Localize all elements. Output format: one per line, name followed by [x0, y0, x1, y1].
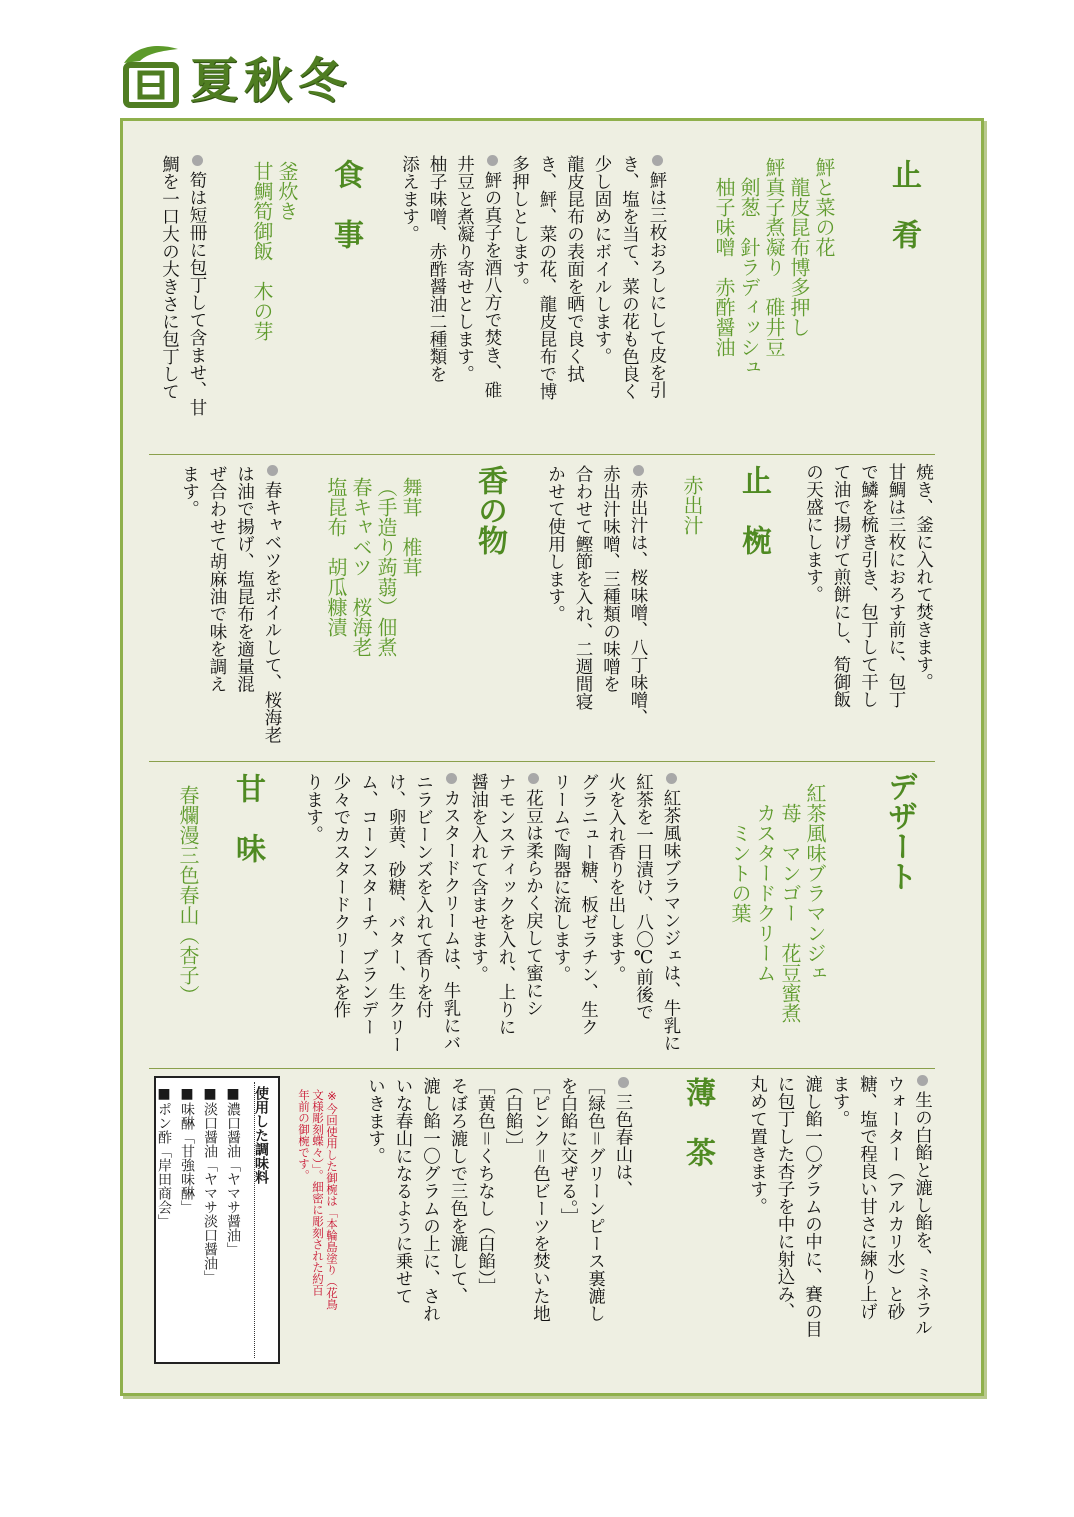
bullet-icon [487, 155, 498, 166]
seasoning-item: ■淡口醤油「ヤマサ淡口醤油」 [202, 1086, 218, 1284]
square-bullet-icon: ■ [202, 1086, 218, 1102]
bullet-icon [618, 1077, 629, 1088]
bullet-icon [528, 773, 539, 784]
body-line: け、卵黄、砂糖、バター、生クリー [386, 773, 406, 1053]
dishes-tomezakana [711, 157, 836, 457]
body-line: ます。 [830, 1075, 850, 1128]
body-tomezakana [395, 155, 670, 455]
body-line: 甘鯛は三枚におろす前に、包丁 [886, 463, 906, 708]
body-line: カスタードクリームは、牛乳にバ [441, 789, 461, 1052]
square-bullet-icon: ■ [156, 1086, 172, 1102]
dish-line: 剣葱 針ラディッシュ [737, 157, 761, 377]
body-line: 紅茶風味ブラマンジェは、牛乳に [661, 789, 681, 1052]
dish-line: 塩昆布 胡瓜糠漬 [324, 477, 348, 637]
dish-line: 鮃と菜の花 [812, 157, 836, 257]
bullet-icon [267, 465, 278, 476]
body-line: ります。 [303, 773, 324, 843]
body-line: 少し固めにボイルします。 [592, 155, 612, 365]
body-line: ます。 [179, 465, 200, 518]
bullet-icon [446, 773, 457, 784]
body-line: き、塩を当て、菜の花も色良く [619, 155, 640, 400]
dish-line: 鮃真子煮凝り 碓井豆 [762, 157, 786, 357]
square-bullet-icon: ■ [179, 1086, 195, 1102]
wan-note [297, 1089, 339, 1349]
body-dessert [299, 773, 684, 1063]
heading-usucha: 薄 茶 [680, 1077, 715, 1167]
body-line: き、鮃、菜の花、龍皮昆布で博 [537, 155, 557, 400]
body-line: いきます。 [365, 1077, 386, 1165]
seasoning-item: ■濃口醤油「ヤマサ醤油」 [225, 1086, 241, 1256]
leaf-mark-icon [118, 43, 184, 109]
body-line: 少々でカスタードクリームを作 [331, 773, 351, 1018]
body-line: 合わせて鰹節を入れ、二週間寝 [573, 465, 593, 710]
dish-line: 柚子味噌 赤酢醤油 [712, 157, 736, 357]
body-line: 生の白餡と漉し餡を、ミネラル [912, 1091, 933, 1336]
body-line: 三色春山は、 [613, 1093, 633, 1198]
body-line: 赤出汁味噌、三種類の味噌を [600, 465, 621, 693]
heading-shokuji: 食 事 [328, 159, 363, 249]
dish-line: 甘鯛筍御飯 木の芽 [250, 161, 274, 341]
body-line: いな春山になるように乗せて [393, 1077, 413, 1305]
note-line: 文様彫刻蝶々）」。細密に彫刻された約百 [311, 1089, 325, 1296]
body-line: て油で揚げて煎餅にし、筍御飯 [831, 463, 851, 708]
bullet-icon [917, 1075, 928, 1086]
body-line: 龍皮昆布の表面を晒で良く拭 [564, 155, 585, 383]
body-line: ［黄色＝くちなし（白餡）］ [475, 1077, 496, 1296]
body-line: 鮃は三枚おろしにして皮を引 [647, 171, 667, 399]
seasonings-title: 使用した調味料 [253, 1086, 269, 1184]
body-kanmi [743, 1075, 936, 1375]
dish-line: 釜炊き [275, 161, 299, 221]
body-line: ナモンスティックを入れ、上りに [496, 773, 516, 1036]
body-line: 井豆と煮凝り寄せとします。 [454, 155, 475, 383]
body-line: ム、コーンスターチ、ブランデー [358, 773, 379, 1036]
body-line: 多押しとします。 [509, 155, 530, 295]
body-tomewan [541, 465, 651, 755]
square-bullet-icon: ■ [225, 1086, 241, 1102]
dish-line: カスタードクリーム [753, 783, 777, 983]
body-line: に包丁した杏子を中に射込み、 [775, 1075, 795, 1320]
heading-kanmi: 甘 味 [230, 773, 265, 863]
divider-2 [149, 761, 935, 762]
dotted-divider [254, 1082, 255, 1358]
dish-line: 春キャベツ 桜海老 [349, 477, 373, 657]
body-konomono [175, 465, 285, 755]
seasoning-item: ■ポン酢「岸田商会」 [156, 1086, 172, 1228]
logo [118, 36, 352, 116]
body-line: を白餡に交ぜる。］ [558, 1077, 578, 1226]
body-line: ニラビーンズを入れて香りを付 [413, 773, 434, 1018]
body-line: で鱗を梳き引き、包丁して干し [858, 463, 879, 708]
body-line: グラニュー糖、板ゼラチン、生ク [578, 773, 599, 1036]
bullet-icon [192, 155, 203, 166]
dish-line: 紅茶風味ブラマンジェ [803, 783, 827, 983]
body-line: 糖、塩で程良い甘さに練り上げ [857, 1075, 878, 1320]
body-line: 鮃の真子を酒八方で焚き、碓 [482, 171, 502, 399]
body-line: 鯛を一口大の大きさに包丁して [159, 155, 180, 400]
body-line: 火を入れ香りを出します。 [606, 773, 626, 983]
body-usucha [361, 1077, 636, 1377]
seasonings-list [152, 1086, 244, 1356]
body-line: の天盛にします。 [803, 463, 824, 603]
body-line: ぜ合わせて胡麻油で味を調え [207, 465, 227, 693]
body-line: 添えます。 [399, 155, 420, 243]
body-line: ［ピンク＝色ビーツを焚いた地 [530, 1077, 551, 1322]
body-line: 焼き、釜に入れて焚きます。 [913, 463, 934, 691]
body-line: 柚子味噌、赤酢醤油二種類を [427, 155, 447, 383]
body-line: リームで陶器に流します。 [551, 773, 571, 983]
body-line: 漉し餡一〇グラムの中に、賽の目 [802, 1075, 823, 1338]
body-line: そぼろ漉しで三色を漉して、 [448, 1077, 468, 1305]
body-line: ウォーター（アルカリ水）と砂 [885, 1075, 905, 1320]
body-line: 筍は短冊に包丁して含ませ、甘 [187, 171, 207, 416]
dish-line: 龍皮昆布博多押し [787, 157, 811, 337]
bullet-icon [652, 155, 663, 166]
heading-tomewan: 止 椀 [736, 465, 771, 555]
dish-line: ミントの葉 [728, 783, 752, 923]
body-line: （白餡）］ [503, 1077, 523, 1156]
body-line: 赤出汁は、桜味噌、八丁味噌、 [628, 481, 648, 726]
bullet-icon [666, 773, 677, 784]
dish-line: 春爛漫三色春山（杏子） [176, 785, 200, 1005]
body-line: ［緑色＝グリーンピース裏漉し [585, 1077, 606, 1322]
heading-tomezakana: 止 肴 [886, 159, 921, 249]
divider-3 [149, 1068, 935, 1069]
dishes-konomono [323, 477, 423, 757]
body-shokuji-continued [799, 463, 937, 753]
dish-line: （手造り蒟蒻）佃煮 [374, 477, 398, 657]
note-line: ※今回使用した御椀は「本輪島塗り（花鳥 [325, 1089, 339, 1310]
dish-line: 舞茸 椎茸 [399, 477, 423, 577]
dishes-tomewan [679, 475, 704, 675]
body-line: 花豆は柔らかく戻して蜜にシ [523, 789, 544, 1017]
dish-line: 赤出汁 [680, 475, 704, 535]
body-line: 醤油を入れて含ませます。 [468, 773, 489, 983]
note-line: 年前の御椀です。 [297, 1089, 311, 1181]
body-line: 春キャベツをボイルして、桜海老 [262, 481, 282, 744]
seasoning-item: ■味醂「甘強味醂」 [179, 1086, 195, 1214]
logo-title: 夏秋冬 [190, 52, 353, 109]
body-line: は油で揚げ、塩昆布を適量混 [234, 465, 255, 693]
body-line: 紅茶を一日漬け、八〇℃前後で [633, 773, 654, 1021]
body-line: 丸めて置きます。 [747, 1075, 768, 1215]
dishes-kanmi [175, 785, 200, 1065]
heading-dessert: デザート [882, 771, 917, 891]
bullet-icon [633, 465, 644, 476]
heading-konomono: 香の物 [472, 465, 507, 555]
seasonings-box [154, 1076, 280, 1364]
dish-line: 苺 マンゴー 花豆蜜煮 [778, 783, 802, 1023]
dishes-dessert [727, 783, 827, 1063]
body-line: かせて使用します。 [545, 465, 566, 623]
dishes-shokuji [249, 161, 299, 461]
body-line: 漉し餡一〇グラムの上に、され [420, 1077, 441, 1322]
body-shokuji [155, 155, 210, 455]
